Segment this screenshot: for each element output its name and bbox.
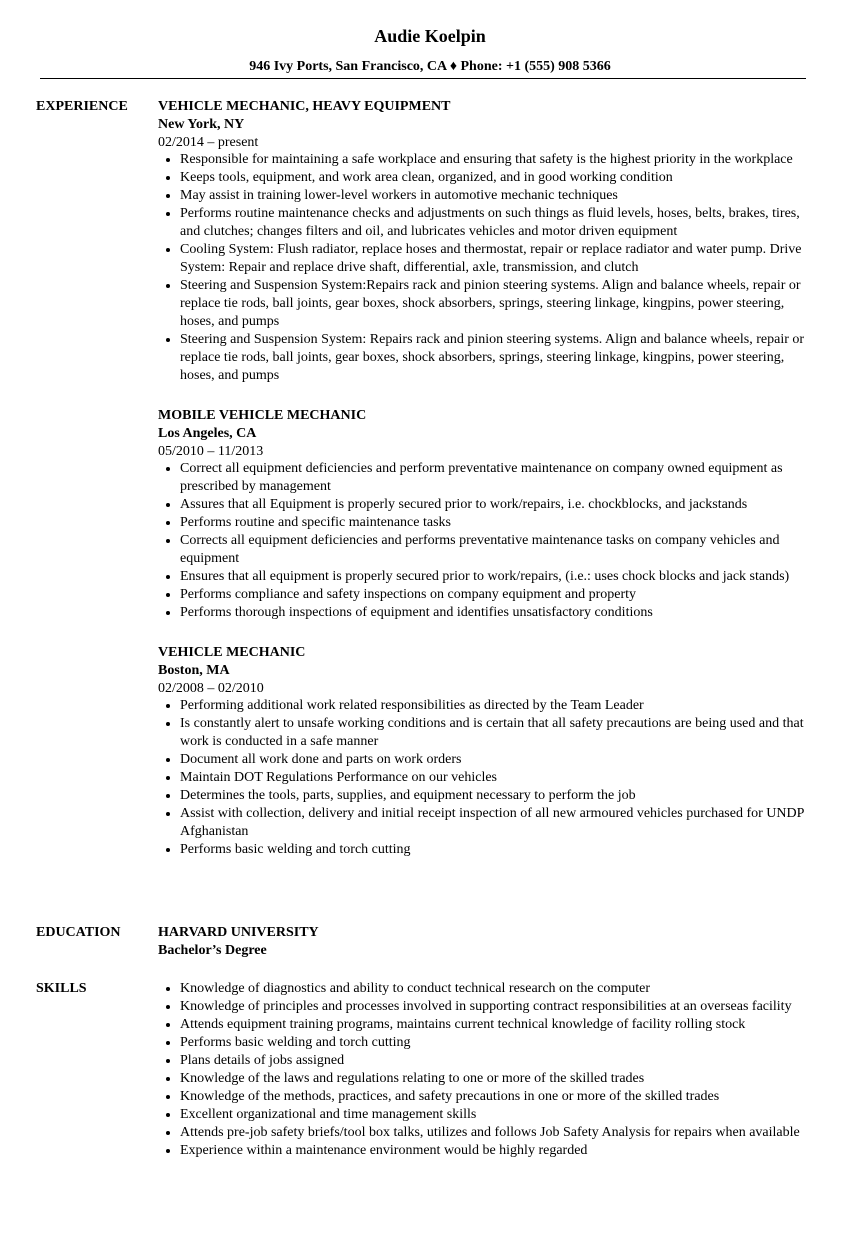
job-dates: 02/2014 – present xyxy=(158,135,259,150)
job-entry xyxy=(158,98,818,385)
list-item: • Experience within a maintenance environment would be highly regarded xyxy=(180,1142,818,1160)
contact-line: 946 Ivy Ports, San Francisco, CA ♦ Phone: +1 (555) 908 5366 xyxy=(249,59,611,74)
list-item: • Document all work done and parts on work orders xyxy=(180,751,818,769)
list-item: • Correct all equipment deficiencies and perform preventative maintenance on company owned equipment as prescribed by management xyxy=(180,460,818,496)
list-item: • Cooling System: Flush radiator, replace hoses and thermostat, repair or replace radiator and water pump. Drive System: Repair and replace drive shaft, differential, axle, transmission, and clutch xyxy=(180,241,818,277)
skills-section xyxy=(36,980,826,1160)
list-item: • Corrects all equipment deficiencies and performs preventative maintenance tasks on company vehicles and equipment xyxy=(180,532,818,568)
list-item: • Plans details of jobs assigned xyxy=(180,1052,818,1070)
job-dates: 02/2008 – 02/2010 xyxy=(158,681,264,696)
header-divider xyxy=(40,78,806,79)
job-bullets xyxy=(158,151,818,385)
list-item: • Performing additional work related responsibilities as directed by the Team Leader xyxy=(180,697,818,715)
list-item: • Knowledge of principles and processes involved in supporting contract responsibilities at an overseas facility xyxy=(180,998,818,1016)
list-item: • Steering and Suspension System: Repairs rack and pinion steering systems. Align and balance wheels, repair or replace tie rods, ball joints, gear boxes, shock absorbers, springs, steering linkage, kingpins, power steering, hoses, and pumps xyxy=(180,331,818,385)
list-item: • Assist with collection, delivery and initial receipt inspection of all new armoured vehicles purchased for UNDP Afghanistan xyxy=(180,805,818,841)
job-title: MOBILE VEHICLE MECHANIC xyxy=(158,408,367,423)
job-title: VEHICLE MECHANIC, HEAVY EQUIPMENT xyxy=(158,99,451,114)
job-bullets xyxy=(158,697,818,859)
list-item: • Keeps tools, equipment, and work area clean, organized, and in good working condition xyxy=(180,169,818,187)
section-title-experience: EXPERIENCE xyxy=(36,99,128,114)
list-item: • Performs compliance and safety inspections on company equipment and property xyxy=(180,586,818,604)
list-item: • Excellent organizational and time management skills xyxy=(180,1106,818,1124)
education-section xyxy=(36,924,826,960)
list-item: • Attends pre-job safety briefs/tool box talks, utilizes and follows Job Safety Analysis for repairs when available xyxy=(180,1124,818,1142)
job-location: Boston, MA xyxy=(158,663,230,678)
list-item: • Steering and Suspension System:Repairs rack and pinion steering systems. Align and balance wheels, repair or replace tie rods, ball joints, gear boxes, shock absorbers, springs, steering linkage, kingpins, power steering, hoses, and pumps xyxy=(180,277,818,331)
job-dates: 05/2010 – 11/2013 xyxy=(158,444,264,459)
list-item: • Assures that all Equipment is properly secured prior to work/repairs, i.e. chockblocks, and jackstands xyxy=(180,496,818,514)
job-title: VEHICLE MECHANIC xyxy=(158,645,306,660)
list-item: • May assist in training lower-level workers in automotive mechanic techniques xyxy=(180,187,818,205)
job-location: Los Angeles, CA xyxy=(158,426,257,441)
list-item: • Performs routine and specific maintenance tasks xyxy=(180,514,818,532)
list-item: • Knowledge of the methods, practices, and safety precautions in one or more of the skilled trades xyxy=(180,1088,818,1106)
skills-body xyxy=(158,980,818,1160)
experience-body xyxy=(158,98,818,859)
list-item: • Maintain DOT Regulations Performance on our vehicles xyxy=(180,769,818,787)
job-entry xyxy=(158,644,818,859)
list-item: • Is constantly alert to unsafe working conditions and is certain that all safety precautions are being used and that work is conducted in a safe manner xyxy=(180,715,818,751)
section-title-skills: SKILLS xyxy=(36,981,87,996)
candidate-name: Audie Koelpin xyxy=(374,26,486,46)
list-item: • Responsible for maintaining a safe workplace and ensuring that safety is the highest priority in the workplace xyxy=(180,151,818,169)
list-item: • Performs thorough inspections of equipment and identifies unsatisfactory conditions xyxy=(180,604,818,622)
list-item: • Attends equipment training programs, maintains current technical knowledge of facility rolling stock xyxy=(180,1016,818,1034)
experience-section xyxy=(36,98,826,881)
school-name: HARVARD UNIVERSITY xyxy=(158,925,319,940)
job-location: New York, NY xyxy=(158,117,245,132)
skills-list xyxy=(158,980,818,1160)
list-item: • Determines the tools, parts, supplies, and equipment necessary to perform the job xyxy=(180,787,818,805)
job-bullets xyxy=(158,460,818,622)
list-item: • Performs basic welding and torch cutting xyxy=(180,1034,818,1052)
education-body xyxy=(158,924,818,960)
list-item: • Ensures that all equipment is properly secured prior to work/repairs, (i.e.: uses chock blocks and jack stands) xyxy=(180,568,818,586)
degree: Bachelor’s Degree xyxy=(158,943,267,958)
list-item: • Performs basic welding and torch cutting xyxy=(180,841,818,859)
section-title-education: EDUCATION xyxy=(36,925,121,940)
list-item: • Knowledge of diagnostics and ability to conduct technical research on the computer xyxy=(180,980,818,998)
list-item: • Performs routine maintenance checks and adjustments on such things as fluid levels, hoses, belts, brakes, tires, and clutches; changes filters and oil, and lubricates vehicles and motor driven equipment xyxy=(180,205,818,241)
list-item: • Knowledge of the laws and regulations relating to one or more of the skilled trades xyxy=(180,1070,818,1088)
job-entry xyxy=(158,407,818,622)
